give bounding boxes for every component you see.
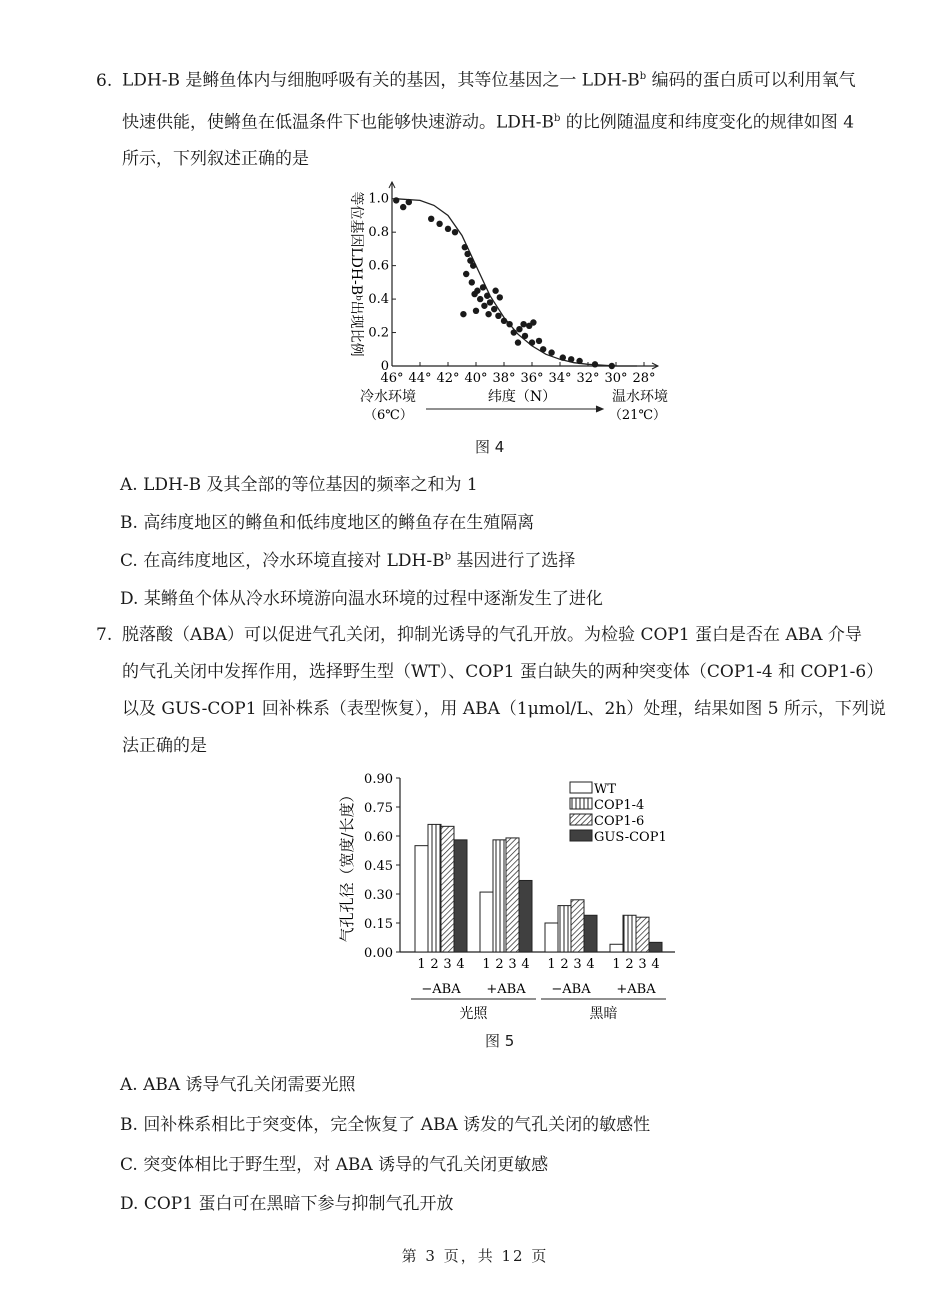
data-point — [485, 311, 491, 317]
left-note-label: 冷水环境 — [360, 389, 416, 405]
x-tick-label: 32° — [576, 371, 600, 386]
data-point — [540, 346, 546, 352]
data-point — [471, 291, 477, 297]
y-tick-label: 0.4 — [368, 292, 389, 308]
treatment-label: −ABA — [421, 982, 461, 997]
data-point — [462, 244, 468, 250]
data-point — [436, 221, 442, 227]
data-point — [470, 262, 476, 268]
data-point — [592, 361, 598, 367]
legend-swatch — [570, 830, 592, 841]
bar-gus-cop1 — [584, 915, 597, 952]
bar-number-label: 4 — [651, 957, 660, 972]
q6-option-a[interactable]: A. LDH-B 及其全部的等位基因的频率之和为 1 — [120, 475, 478, 495]
data-point — [406, 199, 412, 205]
data-point — [536, 338, 542, 344]
data-point — [491, 306, 497, 312]
question-7: 7. 脱落酸（ABA）可以促进气孔关闭，抑制光诱导的气孔开放。为检验 COP1 蛋白是否在 ABA 介导 的气孔关闭中发挥作用，选择野生型（WT）、COP1 蛋白缺失的两种突变体（COP1-4 和 COP1-6） 以及 GUS-COP1 回补株系（表型恢复），用 ABA（1μmol/L、2h）处理，结果如图 5 所示，下列说 法正确的是 — [96, 617, 916, 765]
x-tick-label: 28° — [632, 371, 656, 386]
data-point — [481, 303, 487, 309]
legend-swatch — [570, 798, 592, 809]
data-point — [400, 204, 406, 210]
x-tick-label: 30° — [604, 371, 628, 386]
y-tick-label: 1.0 — [368, 191, 389, 207]
bar-number-label: 1 — [547, 957, 556, 972]
q7-option-c[interactable]: C. 突变体相比于野生型，对 ABA 诱导的气孔关闭更敏感 — [120, 1155, 549, 1175]
data-point — [516, 326, 522, 332]
question-number: 6. — [96, 70, 113, 91]
x-tick-label: 34° — [548, 371, 572, 386]
y-tick-label: 0.2 — [368, 325, 389, 341]
bar-number-label: 1 — [612, 957, 621, 972]
bar-number-label: 3 — [443, 957, 452, 972]
data-point — [473, 308, 479, 314]
bar-number-label: 3 — [508, 957, 517, 972]
data-point — [506, 321, 512, 327]
data-point — [501, 318, 507, 324]
treatment-label: +ABA — [616, 982, 656, 997]
q7-option-a[interactable]: A. ABA 诱导气孔关闭需要光照 — [120, 1075, 356, 1095]
x-tick-label: 46° — [380, 371, 404, 386]
bar-gus-cop1 — [519, 880, 532, 952]
q6-option-d[interactable]: D. 某鳉鱼个体从冷水环境游向温水环境的过程中逐渐发生了进化 — [120, 589, 603, 609]
direction-arrow-head — [596, 406, 603, 412]
x-axis-label: 纬度（N） — [487, 389, 557, 405]
y-tick-label: 0.00 — [364, 946, 393, 961]
bar-gus-cop1 — [649, 942, 662, 952]
data-point — [464, 251, 470, 257]
bar-number-label: 2 — [495, 957, 504, 972]
data-point — [530, 319, 536, 325]
bar-cop1-4 — [493, 840, 506, 952]
bar-number-label: 4 — [456, 957, 465, 972]
bar-cop1-6 — [571, 900, 584, 952]
condition-label: 光照 — [459, 1006, 488, 1022]
bar-cop1-4 — [623, 915, 636, 952]
y-tick-label: 0.45 — [364, 859, 393, 874]
bar-number-label: 2 — [430, 957, 439, 972]
x-tick-label: 42° — [436, 371, 460, 386]
bar-cop1-6 — [636, 917, 649, 952]
right-note-label: 温水环境 — [612, 389, 668, 405]
y-tick-label: 0.15 — [364, 917, 393, 932]
bar-number-label: 2 — [625, 957, 634, 972]
bar-number-label: 4 — [586, 957, 595, 972]
y-tick-label: 0.75 — [364, 801, 393, 816]
data-point — [492, 288, 498, 294]
data-point — [463, 271, 469, 277]
treatment-label: −ABA — [551, 982, 591, 997]
bar-wt — [610, 944, 623, 952]
legend-label: GUS-COP1 — [594, 830, 667, 845]
data-point — [480, 284, 486, 290]
data-point — [522, 333, 528, 339]
data-point — [460, 311, 466, 317]
bar-number-label: 1 — [417, 957, 426, 972]
data-point — [511, 329, 517, 335]
data-point — [515, 339, 521, 345]
bar-number-label: 4 — [521, 957, 530, 972]
figure-4 — [340, 178, 670, 428]
data-point — [487, 299, 493, 305]
data-point — [445, 226, 451, 232]
data-point — [529, 339, 535, 345]
question-6: 6. LDH-B 是鳉鱼体内与细胞呼吸有关的基因，其等位基因之一 LDH-$B^b$ 编码的蛋白质可以利用氧气 快速供能，使鳉鱼在低温条件下也能够快速游动。LDH-$B^b$ 的比例随温度和纬度变化的规律如图 4 所示，下列叙述正确的是 — [96, 58, 916, 178]
bar-cop1-6 — [506, 838, 519, 952]
data-point — [428, 216, 434, 222]
bar-cop1-6 — [441, 826, 454, 952]
bar-cop1-4 — [428, 824, 441, 952]
x-tick-label: 40° — [464, 371, 488, 386]
data-point — [393, 197, 399, 203]
page-footer: 第 3 页，共 12 页 — [401, 1247, 549, 1265]
y-axis-label: 气孔孔径（宽度/长度） — [338, 787, 356, 943]
figure-4-caption: 图 4 — [475, 438, 505, 456]
data-point — [520, 321, 526, 327]
q7-option-d[interactable]: D. COP1 蛋白可在黑暗下参与抑制气孔开放 — [120, 1194, 454, 1214]
treatment-label: +ABA — [486, 982, 526, 997]
bar-number-label: 1 — [482, 957, 491, 972]
condition-label: 黑暗 — [589, 1006, 618, 1022]
data-point — [469, 279, 475, 285]
q6-option-c[interactable]: C. 在高纬度地区，冷水环境直接对 LDH-$B^b$ 基因进行了选择 — [120, 551, 576, 571]
bar-cop1-4 — [558, 906, 571, 952]
x-tick-label: 36° — [520, 371, 544, 386]
y-tick-label: 0.60 — [364, 830, 393, 845]
y-tick-label: 0.90 — [364, 772, 393, 787]
y-tick-label: 0 — [380, 359, 389, 374]
data-point — [568, 356, 574, 362]
q6-option-b[interactable]: B. 高纬度地区的鳉鱼和低纬度地区的鳉鱼存在生殖隔离 — [120, 513, 535, 533]
legend-swatch — [570, 814, 592, 825]
legend-label: COP1-6 — [594, 814, 645, 829]
bar-wt — [415, 846, 428, 952]
data-point — [609, 363, 615, 369]
figure-5-caption: 图 5 — [485, 1032, 515, 1050]
y-axis-label: 等位基因LDH-Bᵇ出现比例 — [348, 191, 364, 357]
data-point — [548, 349, 554, 355]
right-note-temp: （21℃） — [608, 408, 666, 423]
legend-swatch — [570, 782, 592, 793]
bar-number-label: 3 — [573, 957, 582, 972]
data-point — [495, 313, 501, 319]
data-point — [576, 358, 582, 364]
bar-wt — [545, 923, 558, 952]
left-note-temp: （6℃） — [364, 408, 413, 423]
data-point — [477, 296, 483, 302]
x-tick-label: 44° — [408, 371, 432, 386]
legend-label: COP1-4 — [594, 798, 645, 813]
y-tick-label: 0.8 — [368, 225, 389, 241]
data-point — [560, 354, 566, 360]
data-point — [484, 293, 490, 299]
stomata-bar-chart — [330, 764, 690, 1026]
latitude-scatter-chart — [340, 178, 670, 428]
q7-option-b[interactable]: B. 回补株系相比于突变体，完全恢复了 ABA 诱发的气孔关闭的敏感性 — [120, 1115, 651, 1135]
y-tick-label: 0.6 — [368, 258, 389, 274]
bar-wt — [480, 892, 493, 952]
bar-number-label: 2 — [560, 957, 569, 972]
y-tick-label: 0.30 — [364, 888, 393, 903]
question-number: 7. — [96, 625, 113, 645]
data-point — [497, 294, 503, 300]
legend-label: WT — [594, 782, 617, 797]
bar-number-label: 3 — [638, 957, 647, 972]
data-point — [452, 229, 458, 235]
x-tick-label: 38° — [492, 371, 516, 386]
bar-gus-cop1 — [454, 840, 467, 952]
figure-5 — [330, 764, 690, 1026]
